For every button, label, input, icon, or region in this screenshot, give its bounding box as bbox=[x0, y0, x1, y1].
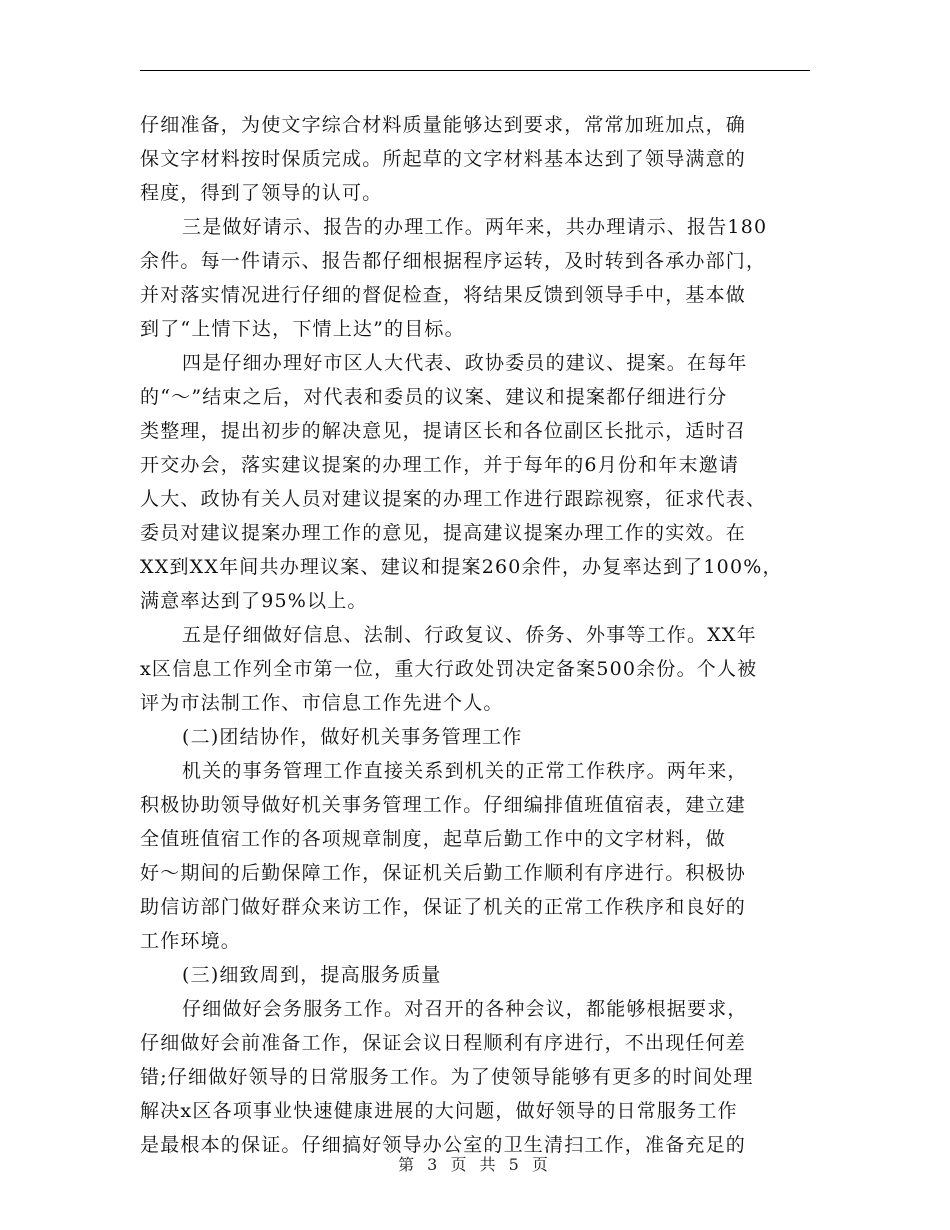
section-heading: (二)团结协作，做好机关事务管理工作 bbox=[182, 726, 523, 748]
text-line: 并对落实情况进行仔细的督促检查，将结果反馈到领导手中，基本做 bbox=[140, 284, 747, 306]
text-line: XX到XX年间共办理议案、建议和提案260余件，办复率达到了100%， bbox=[140, 556, 783, 578]
paragraph-start: 机关的事务管理工作直接关系到机关的正常工作秩序。两年来， bbox=[182, 760, 748, 782]
text-line: 助信访部门做好群众来访工作，保证了机关的正常工作秩序和良好的 bbox=[140, 896, 747, 918]
text-line: 的“～”结束之后，对代表和委员的议案、建议和提案都仔细进行分 bbox=[140, 386, 728, 408]
document-body bbox=[140, 108, 812, 1162]
text-line: 积极协助领导做好机关事务管理工作。仔细编排值班值宿表，建立建 bbox=[140, 794, 747, 816]
text-line: 满意率达到了95%以上。 bbox=[140, 590, 368, 612]
text-line: 错;仔细做好领导的日常服务工作。为了使领导能够有更多的时间处理 bbox=[140, 1066, 754, 1088]
text-line: 保文字材料按时保质完成。所起草的文字材料基本达到了领导满意的 bbox=[140, 148, 747, 170]
paragraph-start: 五是仔细做好信息、法制、行政复议、侨务、外事等工作。XX年 bbox=[182, 624, 757, 646]
text-line: 全值班值宿工作的各项规章制度，起草后勤工作中的文字材料，做 bbox=[140, 828, 726, 850]
text-line: 仔细准备，为使文字综合材料质量能够达到要求，常常加班加点，确 bbox=[140, 114, 747, 136]
text-line: 解决x区各项事业快速健康进展的大问题，做好领导的日常服务工作 bbox=[140, 1100, 738, 1122]
text-line: 到了“上情下达，下情上达”的目标。 bbox=[140, 318, 465, 340]
text-line: 程度，得到了领导的认可。 bbox=[140, 182, 383, 204]
text-line: 好～期间的后勤保障工作，保证机关后勤工作顺利有序进行。积极协 bbox=[140, 862, 747, 884]
paragraph-start: 三是做好请示、报告的办理工作。两年来，共办理请示、报告180 bbox=[182, 216, 768, 238]
text-line: 仔细做好会前准备工作，保证会议日程顺利有序进行，不出现任何差 bbox=[140, 1032, 747, 1054]
paragraph-start: 四是仔细办理好市区人大代表、政协委员的建议、提案。在每年 bbox=[182, 352, 748, 374]
text-line: 开交办会，落实建议提案的办理工作，并于每年的6月份和年末邀请 bbox=[140, 454, 740, 476]
text-line: 委员对建议提案办理工作的意见，提高建议提案办理工作的实效。在 bbox=[140, 522, 747, 544]
text-line: 是最根本的保证。仔细搞好领导办公室的卫生清扫工作，准备充足的 bbox=[140, 1134, 747, 1156]
text-line: x区信息工作列全市第一位，重大行政处罚决定备案500余份。个人被 bbox=[140, 658, 758, 680]
section-heading: (三)细致周到，提高服务质量 bbox=[182, 964, 442, 986]
paragraph-start: 仔细做好会务服务工作。对召开的各种会议，都能够根据要求， bbox=[182, 998, 748, 1020]
text-line: 类整理，提出初步的解决意见，提请区长和各位副区长批示，适时召 bbox=[140, 420, 747, 442]
page-number: 第 3 页 共 5 页 bbox=[398, 1155, 552, 1174]
text-line: 工作环境。 bbox=[140, 930, 242, 952]
text-line: 余件。每一件请示、报告都仔细根据程序运转，及时转到各承办部门， bbox=[140, 250, 767, 272]
text-line: 人大、政协有关人员对建议提案的办理工作进行跟踪视察，征求代表、 bbox=[140, 488, 767, 510]
header-rule bbox=[140, 70, 810, 71]
text-line: 评为市法制工作、市信息工作先进个人。 bbox=[140, 692, 504, 714]
